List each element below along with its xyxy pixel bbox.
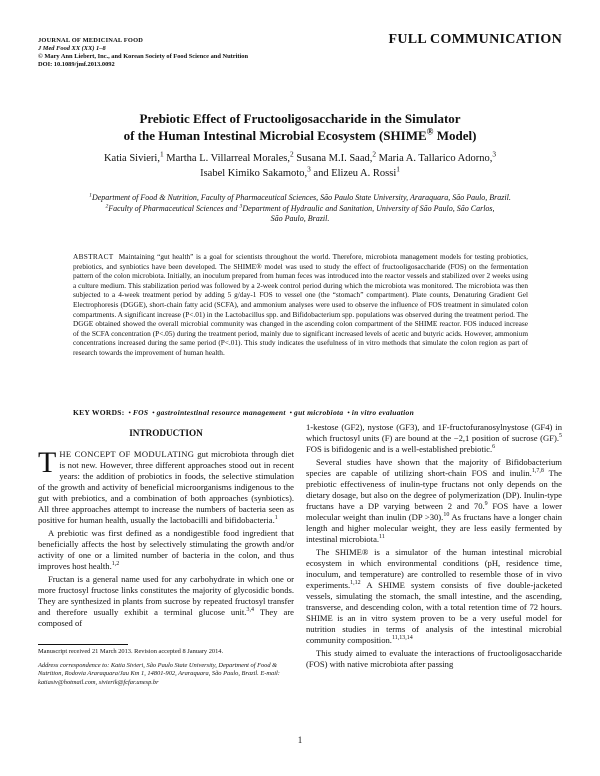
keyword-item: gastrointestinal resource management (156, 408, 286, 417)
keyword-item: in vitro evaluation (351, 408, 415, 417)
title-line-1: Prebiotic Effect of Fructooligosaccharide in the Simulator (139, 111, 461, 126)
right-column (306, 422, 562, 672)
right-paragraph-3: The SHIME® is a simulator of the human intestinal microbial ecosystem in which environmental conditions (pH, residence time, inoculum, and temperature) are controlled to resemble those of in vivo experiments.$^{1,12}$ A SHIME system consists of five double-jacketed vessels, simulating the stomach, the small intestine, and the ascending, transverse, and descending colon, with a total retention time of 72 hours. SHIME is an in vitro system proven to be a very useful model for nutrition studies in terms of analysis of the intestinal microbial community composition.$^{11,13,14}$ (306, 547, 562, 645)
abstract-text: Maintaining “gut health” is a goal for scientists throughout the world. Therefore, microbiota management models for testing probiotics, prebiotics, and synbiotics have been developed. The SHIME® model was used to study the effect of fructooligosaccharide (FOS) on the fermentation pattern of the colon microbiota. Initially, an inoculum prepared from human feces was introduced into the reactor vessels and stabilized over 2 weeks using a culture medium. This stabilization period was followed by a 2-week control period during which the microbiota was monitored. The microbiota was then subjected to a 4-week treatment period by adding 5 g/day-1 FOS to vessel one (the “stomach” compartment). Plate counts, Denaturing Gradient Gel Electrophoresis (DGGE), short-chain fatty acid (SCFA), and ammonium analyses were used to observe the influence of FOS treatment in simulated colon compartments. A significant increase (P<.01) in the Lactobacillus spp. and Bifidobacterium spp. populations was observed during the treatment period. The DGGE obtained showed the overall microbial community was changed in the ascending colon compartment of the SHIME reactor. FOS induced increase of the SCFA concentration (P<.05) during the treatment period, mainly due to significant increased levels of acetic and butyric acids. However, ammonium concentrations increased during the same period (P<.01). This study indicates the usefulness of in vitro methods that simulate the colon region as part of research towards the improvement of human health. (73, 252, 529, 357)
keyword-item: FOS (132, 408, 149, 417)
author-list (40, 149, 560, 181)
keywords-label: KEY WORDS: (73, 408, 125, 417)
paper-title (0, 110, 600, 144)
abstract (73, 252, 528, 358)
section-label: FULL COMMUNICATION (388, 32, 562, 47)
affiliations (30, 193, 570, 225)
drop-cap: T (38, 446, 57, 479)
footnotes (38, 648, 294, 687)
doi: DOI: 10.1089/jmf.2013.0092 (38, 61, 115, 68)
authors-line-2: Isabel Kimiko Sakamoto,$^3$ and Elizeu A. Rossi$^1$ (200, 164, 400, 179)
left-column (38, 428, 294, 631)
authors-line-1: Katia Sivieri,$^1$ Martha L. Villarreal Morales,$^2$ Susana M.I. Saad,$^2$ Maria A. Tallarico Adorno,$^3$ (103, 149, 497, 164)
keywords: KEY WORDS: • FOS • gastrointestinal resource management • gut microbiota • in vitro evaluation (73, 408, 415, 417)
correspondence-address: Address correspondence to: Katia Sivieri, São Paulo State University, Department of Food & Nutrition, Rodovia Araraquara/Jau Km 1, 14801-902, Araraquara, São Paulo, Brazil. E-mail: katiasiv@hotmail.com, sivierik@fcfar.unesp.br (38, 662, 280, 686)
right-paragraph-1: 1-kestose (GF2), nystose (GF3), and 1F-fructofuranosylnystose (GF4) in which fructosyl units (F) are bound at the −2,1 position of sucrose (GF).$^5$ FOS is bifidogenic and is a well-established prebiotic.$^6$ (306, 422, 562, 454)
intro-paragraph-3: Fructan is a general name used for any carbohydrate in which one or more fructosyl fructose links constitutes the majority of glycosidic bonds. They are synthesized in plants from sucrose by repeated fructosyl transfer and therefore usually exhibit a terminal glucose unit.$^{3,4}$ They are composed of (38, 574, 294, 628)
intro-paragraph-2: A prebiotic was first defined as a nondigestible food ingredient that beneficially affects the host by selectively stimulating the growth and/or activity of one or a limited number of bacteria in the colon, and thus improves host health.$^{1,2}$ (38, 528, 294, 571)
title-line-2: of the Human Intestinal Microbial Ecosystem (SHIME® Model) (123, 126, 477, 143)
copyright: © Mary Ann Liebert, Inc., and Korean Society of Food Science and Nutrition (38, 53, 249, 60)
section-heading-introduction: INTRODUCTION (129, 428, 203, 438)
keyword-item: gut microbiota (294, 408, 344, 417)
journal-issue: J Med Food XX (XX) 1–8 (38, 45, 106, 52)
journal-name: JOURNAL OF MEDICINAL FOOD (38, 37, 144, 44)
affiliation-2-3: $^2$Faculty of Pharmaceutical Sciences and $^3$Department of Hydraulic and Sanitation, University of São Paulo, São Carlos, (105, 202, 495, 213)
right-paragraph-4: This study aimed to evaluate the interactions of fructooligosaccharide (FOS) with native microbiota after passing (306, 648, 562, 669)
abstract-label: ABSTRACT (73, 252, 114, 261)
affiliation-1: $^1$Department of Food & Nutrition, Faculty of Pharmaceutical Sciences, São Paulo State University, Araraquara, São Paulo, Brazil. (89, 192, 511, 202)
page-number: 1 (297, 735, 303, 745)
footnote-rule (38, 644, 128, 645)
intro-paragraph-1: THE CONCEPT OF MODULATING gut microbiota through diet is not new. However, three different approaches stood out in recent years: the addition of probiotics in foods, the selective stimulation of the growth and activity of beneficial microorganisms indigenous to the gut with prebiotics, and a combination of both approaches (synbiotics). All three approaches attempt to increase the numbers of bacteria seen as positive for human health, usually the lactobacilli and bifidobacteria.$^1$ (38, 446, 295, 525)
manuscript-received: Manuscript received 21 March 2013. Revision accepted 8 January 2014. (38, 648, 224, 655)
affiliation-3b: São Paulo, Brazil. (270, 214, 330, 223)
right-paragraph-2: Several studies have shown that the majority of Bifidobacterium species are capable of utilizing short-chain FOS and inulin.$^{1,7,8}$ The prebiotic effectiveness of inulin-type fructans not only depends on the dietary dosage, but also on the degree of polymerization (DP). Inulin-type fructans have a DP varying between 2 and 70.$^9$ FOS have a lower molecular weight than inulin (DP >30).$^{10}$ As fructans have a longer chain length and higher molecular weight, they are less easily fermented by intestinal microbiota.$^{11}$ (306, 457, 562, 544)
journal-header (38, 37, 248, 69)
